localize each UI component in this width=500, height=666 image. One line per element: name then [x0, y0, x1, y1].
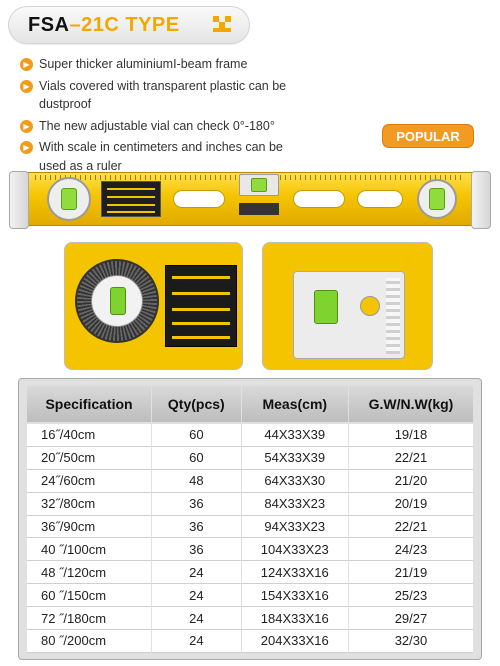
weight-cell: 29/27: [349, 607, 473, 630]
qty-cell: 60: [152, 447, 241, 470]
title-banner: [8, 6, 250, 44]
column-header: Meas(cm): [242, 386, 348, 424]
adjustable-vial-icon: [239, 174, 279, 196]
popular-badge: POPULAR: [382, 124, 474, 148]
qty-cell: 24: [152, 584, 241, 607]
feature-item: [20, 138, 310, 175]
feature-text: Vials covered with transparent plastic can be dustproof: [39, 78, 287, 111]
rotating-dial-icon: [75, 259, 159, 343]
meas-cell: 104X33X23: [242, 538, 348, 561]
meas-cell: 54X33X39: [242, 447, 348, 470]
weight-cell: 24/23: [349, 538, 473, 561]
handle-slot: [293, 190, 345, 208]
spirit-level-image: [12, 172, 488, 226]
qty-cell: 36: [152, 516, 241, 539]
meas-cell: 44X33X39: [242, 424, 348, 447]
spec-cell: 36˝/90cm: [27, 516, 151, 539]
brand-mark-icon: [213, 16, 231, 34]
title-separator: –: [69, 13, 82, 36]
angle-finder-label: [101, 181, 161, 217]
table-row: [27, 561, 473, 584]
spec-cell: 20˝/50cm: [27, 447, 151, 470]
meas-cell: 94X33X23: [242, 516, 348, 539]
weight-cell: 21/20: [349, 470, 473, 493]
spec-cell: 48 ˝/120cm: [27, 561, 151, 584]
bullet-arrow-icon: ▶: [20, 80, 33, 93]
left-end-cap: [9, 171, 29, 229]
rotating-vial-icon: [47, 177, 91, 221]
plumb-vial-icon: [417, 179, 457, 219]
spec-cell: 60 ˝/150cm: [27, 584, 151, 607]
spec-cell: 24˝/60cm: [27, 470, 151, 493]
table-row: [27, 584, 473, 607]
qty-cell: 36: [152, 538, 241, 561]
meas-cell: 184X33X16: [242, 607, 348, 630]
product-type: 21C TYPE: [81, 13, 180, 36]
table-row: [27, 470, 473, 493]
meas-cell: 84X33X23: [242, 493, 348, 516]
handle-slot: [173, 190, 225, 208]
table-row: [27, 630, 473, 653]
table-row: [27, 538, 473, 561]
feature-text: With scale in centimeters and inches can be used as a ruler: [39, 140, 283, 173]
table-row: [27, 607, 473, 630]
end-cap-closeup-photo: [262, 242, 433, 370]
table-header-row: [27, 386, 473, 424]
vial-closeup-photo: [64, 242, 243, 370]
column-header: Qty(pcs): [152, 386, 241, 424]
qty-cell: 48: [152, 470, 241, 493]
spec-cell: 16˝/40cm: [27, 424, 151, 447]
table-row: [27, 424, 473, 447]
spec-cell: 32˝/80cm: [27, 493, 151, 516]
right-end-cap: [471, 171, 491, 229]
weight-cell: 32/30: [349, 630, 473, 653]
bullet-arrow-icon: ▶: [20, 58, 33, 71]
feature-text: The new adjustable vial can check 0°-180°: [39, 118, 275, 133]
spec-cell: 80 ˝/200cm: [27, 630, 151, 653]
table-row: [27, 516, 473, 539]
weight-cell: 22/21: [349, 447, 473, 470]
qty-cell: 36: [152, 493, 241, 516]
feature-text: Super thicker aluminiumI-beam frame: [39, 57, 248, 71]
weight-cell: 21/19: [349, 561, 473, 584]
table-row: [27, 493, 473, 516]
meas-cell: 154X33X16: [242, 584, 348, 607]
table-row: [27, 447, 473, 470]
column-header: G.W/N.W(kg): [349, 386, 473, 424]
qty-cell: 24: [152, 607, 241, 630]
feature-list: [20, 55, 310, 178]
feature-item: [20, 117, 310, 136]
qty-cell: 24: [152, 561, 241, 584]
end-cap-icon: [293, 271, 405, 359]
angle-finder-panel: [165, 265, 237, 347]
spec-cell: 40 ˝/100cm: [27, 538, 151, 561]
meas-cell: 124X33X16: [242, 561, 348, 584]
spec-table: [18, 378, 482, 660]
qty-cell: 24: [152, 630, 241, 653]
weight-cell: 19/18: [349, 424, 473, 447]
feature-item: [20, 55, 310, 74]
bullet-arrow-icon: ▶: [20, 141, 33, 154]
spec-cell: 72 ˝/180cm: [27, 607, 151, 630]
product-title: [28, 14, 180, 37]
weight-cell: 25/23: [349, 584, 473, 607]
weight-cell: 20/19: [349, 493, 473, 516]
bullet-arrow-icon: ▶: [20, 120, 33, 133]
product-model: FSA: [28, 13, 70, 36]
weight-cell: 22/21: [349, 516, 473, 539]
column-header: Specification: [27, 386, 151, 424]
feature-item: [20, 77, 310, 114]
meas-cell: 204X33X16: [242, 630, 348, 653]
handle-slot: [357, 190, 403, 208]
qty-cell: 60: [152, 424, 241, 447]
meas-cell: 64X33X30: [242, 470, 348, 493]
brand-label: [239, 203, 279, 215]
